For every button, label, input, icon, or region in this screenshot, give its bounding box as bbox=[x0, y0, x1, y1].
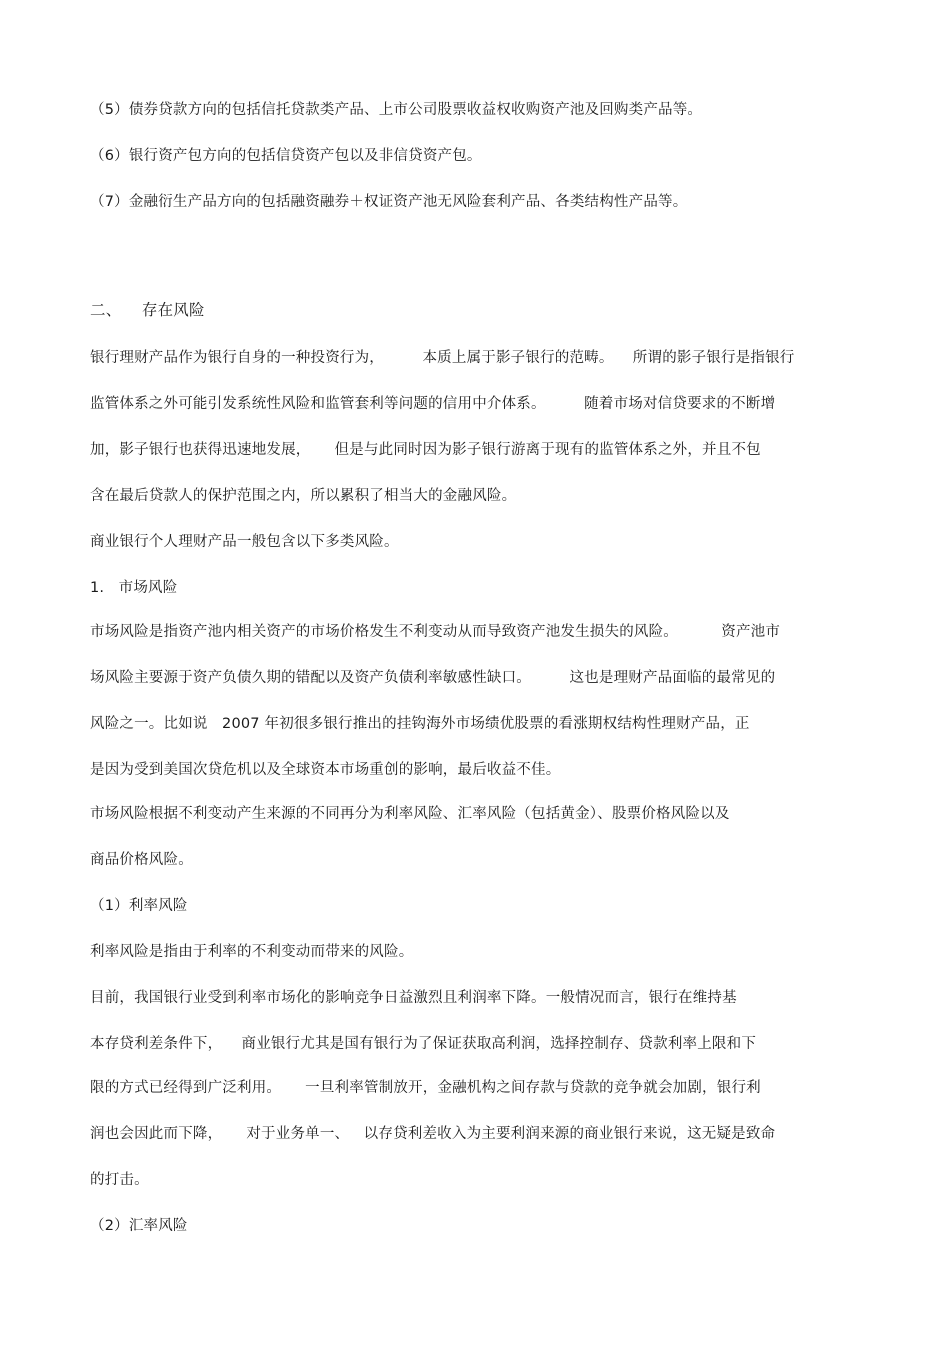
paragraph-line: 监管体系之外可能引发系统性风险和监管套利等问题的信用中介体系。 随着市场对信贷要求的不断增 bbox=[90, 396, 776, 412]
paragraph-line: 本存贷利差条件下， 商业银行尤其是国有银行为了保证获取高利润，选择控制存、贷款利率上限和下 bbox=[90, 1036, 757, 1052]
paragraph-line: 含在最后贷款人的保护范围之内，所以累积了相当大的金融风险。 bbox=[90, 488, 517, 504]
paragraph-line: 市场风险根据不利变动产生来源的不同再分为利率风险、汇率风险（包括黄金）、股票价格风险以及 bbox=[90, 806, 730, 822]
list-item-7: （7）金融衍生产品方向的包括融资融券＋权证资产池无风险套利产品、各类结构性产品等。 bbox=[90, 194, 688, 210]
paragraph-line: 目前，我国银行业受到利率市场化的影响竞争日益激烈且利润率下降。一般情况而言，银行在维持基 bbox=[90, 990, 737, 1006]
paragraph-line: 市场风险是指资产池内相关资产的市场价格发生不利变动从而导致资产池发生损失的风险。 资产池市 bbox=[90, 624, 781, 640]
paragraph-line: 商品价格风险。 bbox=[90, 852, 193, 868]
paragraph-line: 利率风险是指由于利率的不利变动而带来的风险。 bbox=[90, 944, 414, 960]
list-item-6: （6）银行资产包方向的包括信贷资产包以及非信贷资产包。 bbox=[90, 148, 482, 164]
paragraph-line: 风险之一。比如说 2007 年初很多银行推出的挂钩海外市场绩优股票的看涨期权结构性理财产品，正 bbox=[90, 716, 750, 732]
paragraph-line: 是因为受到美国次贷危机以及全球资本市场重创的影响，最后收益不佳。 bbox=[90, 762, 561, 778]
section-heading: 二、 存在风险 bbox=[90, 301, 205, 319]
paragraph-line: 的打击。 bbox=[90, 1172, 149, 1188]
paragraph-line: 限的方式已经得到广泛利用。 一旦利率管制放开，金融机构之间存款与贷款的竞争就会加剧，银行利 bbox=[90, 1080, 761, 1096]
paragraph-line: 加，影子银行也获得迅速地发展， 但是与此同时因为影子银行游离于现有的监管体系之外，并且不包 bbox=[90, 442, 761, 458]
paragraph-line: 场风险主要源于资产负债久期的错配以及资产负债利率敏感性缺口。 这也是理财产品面临的最常见的 bbox=[90, 670, 776, 686]
subsection-heading-interest-rate-risk: （1）利率风险 bbox=[90, 898, 188, 914]
subsection-heading-exchange-rate-risk: （2）汇率风险 bbox=[90, 1218, 188, 1234]
paragraph-line: 润也会因此而下降， 对于业务单一、 以存贷利差收入为主要利润来源的商业银行来说，这无疑是致命 bbox=[90, 1126, 776, 1142]
paragraph-line: 银行理财产品作为银行自身的一种投资行为， 本质上属于影子银行的范畴。 所谓的影子银行是指银行 bbox=[90, 350, 795, 366]
list-item-5: （5）债券贷款方向的包括信托贷款类产品、上市公司股票收益权收购资产池及回购类产品等。 bbox=[90, 102, 703, 118]
subsection-heading-market-risk: 1. 市场风险 bbox=[90, 580, 178, 596]
paragraph-line: 商业银行个人理财产品一般包含以下多类风险。 bbox=[90, 534, 399, 550]
